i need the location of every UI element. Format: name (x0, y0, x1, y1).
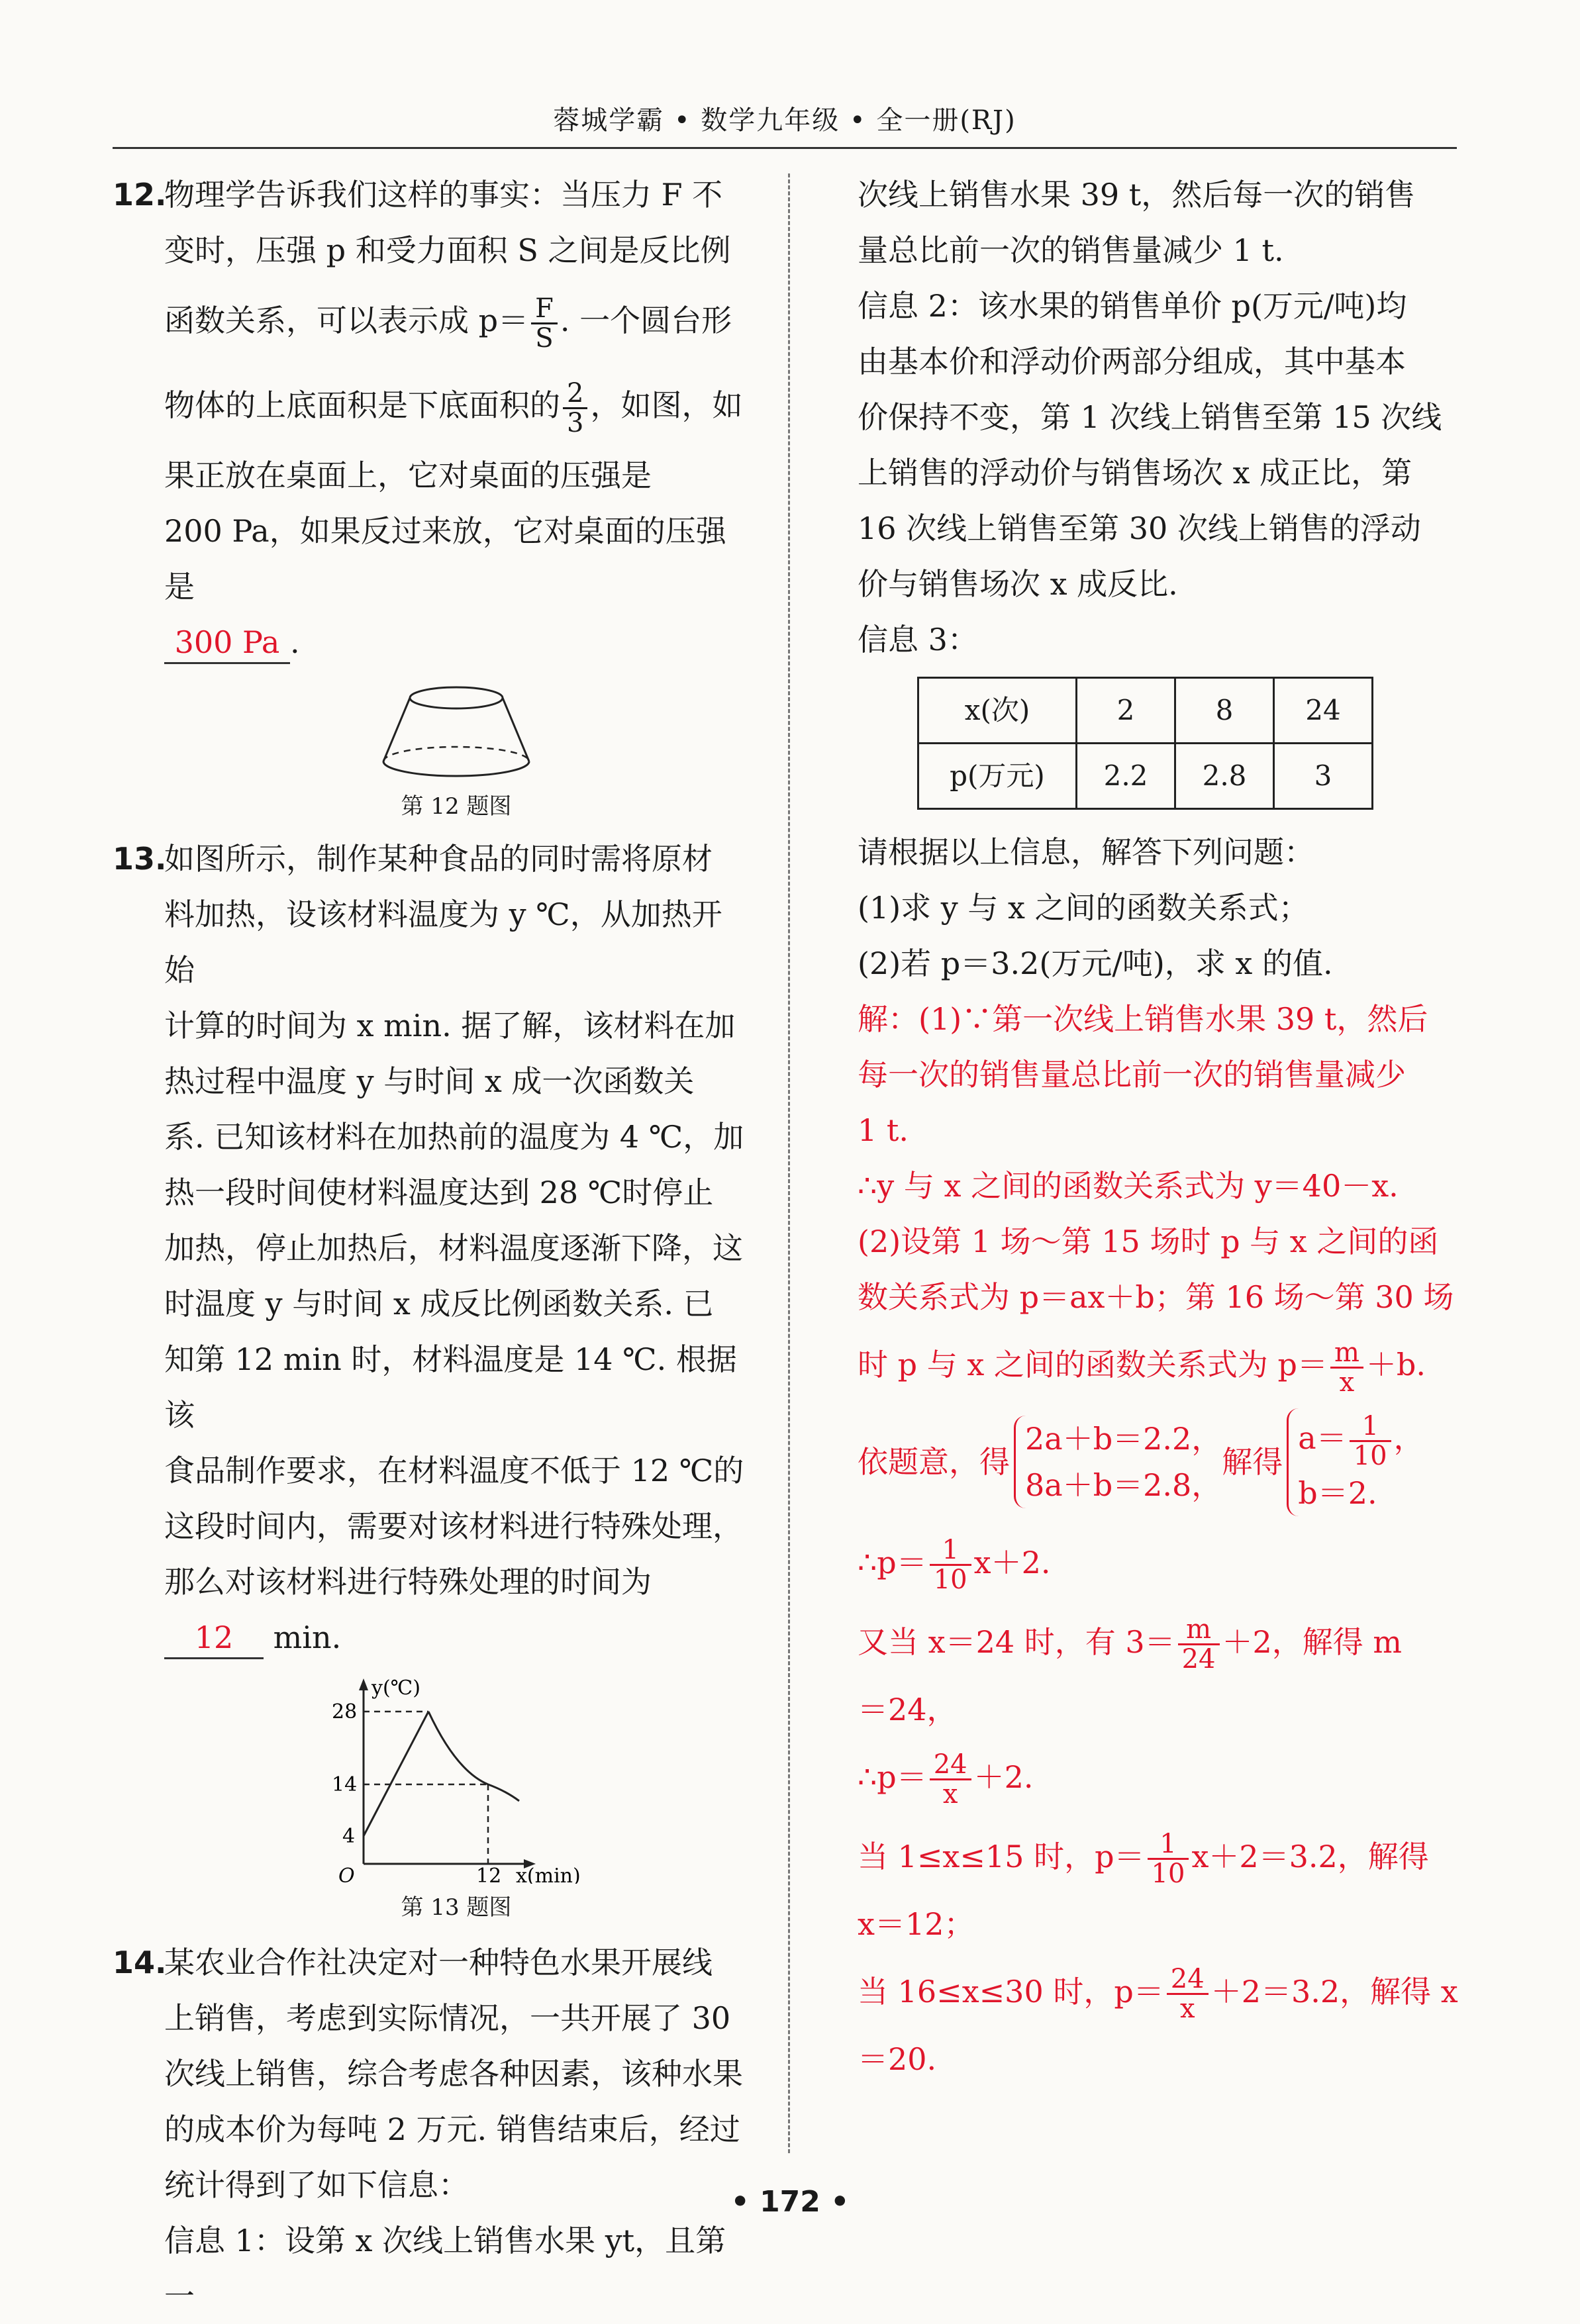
q13-line: 这段时间内，需要对该材料进行特殊处理， (164, 1508, 743, 1544)
q14-line: 价保持不变，第 1 次线上销售至第 15 次线 (858, 399, 1442, 435)
fraction-numerator: F (531, 295, 558, 324)
solution-line: ＋2. (973, 1759, 1034, 1795)
q14-line: 的成本价为每吨 2 万元. 销售结束后，经过 (164, 2111, 740, 2147)
fraction-denominator: 10 (1353, 1440, 1387, 1471)
question-12 (113, 167, 748, 823)
q13-line: 食品制作要求，在材料温度不低于 12 ℃的 (164, 1453, 744, 1488)
table-row (918, 678, 1373, 744)
q14-line: 某农业合作社决定对一种特色水果开展线 (164, 1945, 713, 1980)
question-13 (113, 831, 748, 1924)
equation: b＝2. (1298, 1475, 1377, 1511)
temperature-graph (164, 1672, 748, 1891)
fraction-one-tenth (1350, 1412, 1391, 1470)
solution-line: ＝20. (858, 2041, 937, 2077)
table-cell: p(万元) (918, 744, 1077, 809)
table-cell: 24 (1274, 678, 1373, 744)
q14-line: 统计得到了如下信息： (164, 2167, 469, 2203)
header-rule (113, 147, 1457, 149)
q14-question: (1)求 y 与 x 之间的函数关系式； (858, 890, 1309, 926)
y-axis-label: y(℃) (371, 1676, 420, 1700)
table-cell: 8 (1175, 678, 1274, 744)
equation-system (858, 1408, 1467, 1516)
answer-blank: 300 Pa (164, 622, 290, 664)
solution-text: a＝ (1298, 1420, 1347, 1456)
frustum-figure (164, 683, 748, 790)
q14-line: 信息 2：该水果的销售单价 p(万元/吨)均 (858, 288, 1407, 324)
question-number: 13. (113, 841, 167, 877)
solution-line: 又当 x＝24 时，有 3＝ (858, 1623, 1175, 1660)
q13-line: 那么对该材料进行特殊处理的时间为 (164, 1564, 652, 1600)
solution-line: ∴p＝ (858, 1544, 927, 1580)
q14-line: 次线上销售水果 39 t，然后每一次的销售 (858, 177, 1416, 213)
solution-line: 数关系式为 p＝ax＋b；第 16 场～第 30 场 (858, 1279, 1454, 1315)
solution-line: x＝12； (858, 1906, 975, 1942)
fraction-numerator: m (1178, 1616, 1220, 1645)
running-header: 蓉城学霸 • 数学九年级 • 全一册(RJ) (553, 105, 1016, 136)
q13-line: 料加热，设该材料温度为 y ℃，从加热开始 (164, 896, 722, 988)
q14-line: 上销售，考虑到实际情况，一共开展了 30 (164, 2000, 731, 2036)
solution-line: x＋2＝3.2，解得 (1191, 1838, 1429, 1874)
y-tick-label: 4 (342, 1825, 356, 1848)
q12-line: 物理学告诉我们这样的事实：当压力 F 不 (164, 177, 723, 213)
fraction-one-tenth (1148, 1830, 1189, 1888)
fraction-f-over-s (531, 295, 558, 352)
fraction-denominator: 3 (567, 407, 584, 438)
equation: 8a＋b＝2.8， (1025, 1467, 1222, 1504)
left-column (113, 167, 748, 2324)
solution-line: 时 p 与 x 之间的函数关系式为 p＝ (858, 1347, 1328, 1382)
solution-text: ， (1393, 1420, 1424, 1456)
solution-text: 依题意，得 (858, 1444, 1010, 1480)
x-tick-label: 12 (476, 1864, 502, 1884)
fraction-24-over-x (930, 1751, 971, 1808)
q12-line: 函数关系，可以表示成 p＝ (164, 303, 529, 338)
solution-text: 解得 (1222, 1444, 1283, 1480)
q12-line: 物体的上底面积是下底面积的 (164, 387, 560, 423)
fraction-m-over-x (1330, 1339, 1363, 1396)
figure-caption: 第 12 题图 (401, 793, 512, 820)
q12-line: 200 Pa，如果反过来放，它对桌面的压强是 (164, 513, 726, 605)
q13-line: 系. 已知该材料在加热前的温度为 4 ℃，加 (164, 1119, 744, 1155)
solution-line: ＝24， (858, 1691, 958, 1727)
unit-text: min. (273, 1620, 342, 1655)
frustum-svg (370, 683, 542, 783)
q14-line: 上销售的浮动价与销售场次 x 成正比，第 (858, 455, 1412, 491)
q13-line: 时温度 y 与时间 x 成反比例函数关系. 已 (164, 1286, 714, 1322)
solution-line: ∴y 与 x 之间的函数关系式为 y＝40－x. (858, 1168, 1399, 1204)
table-cell: x(次) (918, 678, 1077, 744)
q12-line: ，如图，如 (590, 387, 743, 423)
fraction-numerator: m (1330, 1339, 1363, 1369)
fraction-denominator: S (535, 322, 554, 354)
q13-line: 计算的时间为 x min. 据了解，该材料在加 (164, 1008, 736, 1043)
system-brace (1014, 1416, 1222, 1508)
right-column (858, 167, 1467, 2087)
q13-line: 加热，停止加热后，材料温度逐渐下降，这 (164, 1230, 743, 1266)
info-table (917, 677, 1373, 810)
fraction-denominator: x (1339, 1367, 1355, 1398)
fraction-denominator: 10 (933, 1565, 967, 1595)
question-number: 14. (113, 1945, 167, 1980)
fraction-m-over-24 (1178, 1616, 1220, 1673)
solution-line: 1 t. (858, 1112, 909, 1148)
column-divider (788, 173, 790, 2153)
solution-line: 当 16≤x≤30 时，p＝ (858, 1973, 1164, 2009)
temperature-graph-svg (317, 1672, 595, 1884)
fraction-numerator: 1 (930, 1536, 971, 1566)
q13-line: 热过程中温度 y 与时间 x 成一次函数关 (164, 1063, 695, 1099)
solution-line: 每一次的销售量总比前一次的销售量减少 (858, 1057, 1406, 1092)
figure-caption: 第 13 题图 (401, 1894, 512, 1921)
q12-line: 变时，压强 p 和受力面积 S 之间是反比例 (164, 232, 731, 268)
solution-brace (1287, 1408, 1424, 1516)
fraction-two-thirds (563, 379, 587, 437)
solution-block (858, 991, 1467, 2087)
page-number: • 172 • (730, 2185, 850, 2219)
q14-line: 次线上销售，综合考虑各种因素，该种水果 (164, 2056, 743, 2092)
q14-line: 信息 3： (858, 622, 978, 657)
q14-line: 16 次线上销售至第 30 次线上销售的浮动 (858, 510, 1421, 546)
fraction-numerator: 24 (930, 1751, 971, 1780)
solution-line: ∴p＝ (858, 1759, 927, 1795)
table-cell: 2.2 (1077, 744, 1175, 809)
punctuation: . (290, 624, 300, 660)
q14-question: 请根据以上信息，解答下列问题： (858, 834, 1314, 870)
q14-line: 信息 1：设第 x 次线上销售水果 yt，且第一 (164, 2223, 726, 2314)
q14-line: 价与销售场次 x 成反比. (858, 566, 1178, 602)
q14-question: (2)若 p＝3.2(万元/吨)，求 x 的值. (858, 945, 1333, 981)
equation: 2a＋b＝2.2， (1025, 1421, 1222, 1457)
fraction-numerator: 1 (1350, 1412, 1391, 1442)
solution-line: ＋b. (1365, 1347, 1426, 1382)
q12-line: . 一个圆台形 (560, 303, 732, 338)
fraction-numerator: 24 (1167, 1965, 1209, 1995)
solution-line: ＋2＝3.2，解得 x (1210, 1973, 1458, 2009)
q14-line: 由基本价和浮动价两部分组成，其中基本 (858, 344, 1406, 379)
solution-line: x＋2. (973, 1544, 1051, 1580)
fraction-numerator: 2 (563, 379, 587, 409)
q12-line: 果正放在桌面上，它对桌面的压强是 (164, 458, 652, 493)
q14-line: 量总比前一次的销售量减少 1 t. (858, 232, 1284, 268)
fraction-denominator: x (942, 1779, 958, 1810)
solution-line: (2)设第 1 场～第 15 场时 p 与 x 之间的函 (858, 1224, 1439, 1259)
x-axis-label: x(min) (516, 1864, 581, 1884)
question-14 (113, 1935, 748, 2324)
q13-line: 如图所示，制作某种食品的同时需将原材 (164, 841, 713, 877)
fraction-24-over-x (1167, 1965, 1209, 2023)
fraction-denominator: x (1179, 1994, 1195, 2024)
answer-blank: 12 (164, 1618, 264, 1659)
fraction-denominator: 10 (1151, 1859, 1185, 1889)
solution-line: 解：(1)∵第一次线上销售水果 39 t，然后 (858, 1001, 1428, 1037)
solution-line: ＋2，解得 m (1222, 1623, 1403, 1660)
table-cell: 2 (1077, 678, 1175, 744)
table-cell: 2.8 (1175, 744, 1274, 809)
fraction-denominator: 24 (1181, 1644, 1216, 1674)
q13-line: 热一段时间使材料温度达到 28 ℃时停止 (164, 1175, 714, 1210)
solution-line: 当 1≤x≤15 时，p＝ (858, 1838, 1145, 1874)
table-cell: 3 (1274, 744, 1373, 809)
fraction-one-tenth (930, 1536, 971, 1594)
table-row (918, 744, 1373, 809)
origin-label: O (338, 1864, 355, 1884)
fraction-numerator: 1 (1148, 1830, 1189, 1860)
q13-line: 知第 12 min 时，材料温度是 14 ℃. 根据该 (164, 1341, 737, 1433)
y-tick-label: 28 (332, 1700, 358, 1723)
question-number: 12. (113, 177, 167, 213)
y-tick-label: 14 (332, 1773, 358, 1796)
